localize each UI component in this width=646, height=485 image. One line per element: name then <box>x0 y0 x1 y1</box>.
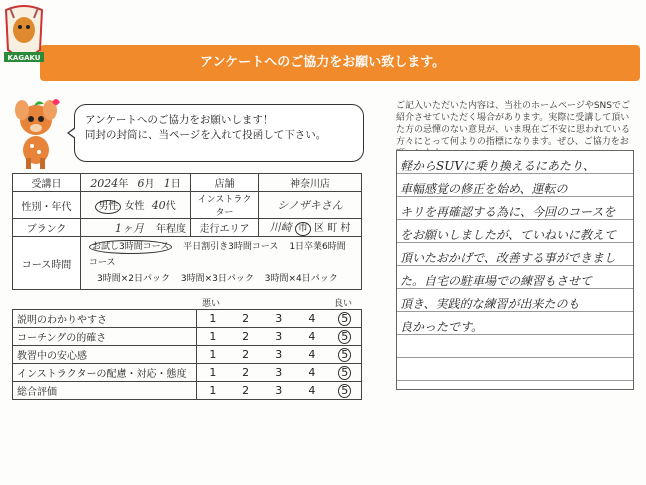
rating-value: 3 <box>275 384 283 397</box>
rating-value: 5 <box>338 384 351 398</box>
blank-label: ブランク <box>13 219 81 237</box>
bad-label: 悪い <box>202 299 221 309</box>
rating-value: 3 <box>275 366 283 379</box>
area-town-option[interactable]: 町 <box>327 223 338 234</box>
rating-option[interactable] <box>295 310 328 328</box>
rating-option[interactable] <box>295 346 328 364</box>
rating-option[interactable] <box>196 364 229 382</box>
rating-value: 2 <box>242 366 250 379</box>
rating-value: 3 <box>275 330 283 343</box>
rating-value: 1 <box>209 366 217 379</box>
rating-value: 3 <box>275 312 283 325</box>
rating-option[interactable] <box>328 382 361 400</box>
gender-age-field[interactable]: 男性 女性 40代 <box>81 192 191 219</box>
date-label: 受講日 <box>13 174 81 192</box>
rating-option[interactable] <box>262 346 295 364</box>
instructor-value[interactable]: シノザキさん <box>259 192 362 219</box>
comment-line: キリを再確認する為に、今回のコースを <box>400 205 616 219</box>
rating-value: 1 <box>209 384 217 397</box>
area-city-option[interactable]: 市 <box>295 222 311 236</box>
rating-option[interactable] <box>196 382 229 400</box>
deer-mascot-icon <box>8 92 68 170</box>
rating-option[interactable] <box>328 328 361 346</box>
rating-option[interactable] <box>196 310 229 328</box>
rating-option[interactable] <box>262 364 295 382</box>
course-label: コース時間 <box>13 237 81 290</box>
rating-question: 教習中の安心感 <box>13 346 197 364</box>
rating-value: 4 <box>308 330 316 343</box>
comment-line: 車幅感覚の修正を始め、運転の <box>400 182 568 196</box>
blank-value: 1ヶ月 <box>115 221 144 235</box>
rating-value: 5 <box>338 312 351 326</box>
course-option[interactable]: 平日割引き3時間コース <box>183 242 279 252</box>
good-label: 良い <box>334 299 353 309</box>
rating-option[interactable] <box>328 364 361 382</box>
course-option[interactable]: 1日卒業6時間コース <box>89 242 346 268</box>
rating-value: 4 <box>308 348 316 361</box>
comment-line: 頂いたおかげで、改善する事ができまし <box>400 251 616 265</box>
comment-line: 良かったです。 <box>400 320 484 334</box>
rating-option[interactable] <box>262 382 295 400</box>
area-field[interactable] <box>259 219 362 237</box>
rating-option[interactable] <box>262 310 295 328</box>
rating-value: 1 <box>209 348 217 361</box>
rating-question: インストラクターの配慮・対応・態度 <box>13 364 197 382</box>
rating-option[interactable] <box>229 382 262 400</box>
gender-age-label: 性別・年代 <box>13 192 81 219</box>
rating-row <box>13 328 362 346</box>
area-label: 走行エリア <box>191 219 259 237</box>
rating-row <box>13 310 362 328</box>
notice-text: ご記入いただいた内容は、当社のホームページやSNSでご紹介させていただく場合があります。実際に受講して頂いた方の忌憚のない意見が、いま現在ご不安に思われている方々にとって何よりの指標になります。ぜひ、ご協力をお <box>396 101 631 147</box>
rating-question: 総合評価 <box>13 382 197 400</box>
course-option[interactable]: 3時間×4日パック <box>264 274 338 284</box>
rating-value: 2 <box>242 330 250 343</box>
rating-value: 4 <box>308 312 316 325</box>
rating-row <box>13 346 362 364</box>
rating-value: 1 <box>209 312 217 325</box>
age-value: 40 <box>151 198 166 212</box>
instruction-bubble <box>74 104 364 162</box>
area-village-option[interactable]: 村 <box>340 223 351 234</box>
rating-option[interactable] <box>196 346 229 364</box>
rating-option[interactable] <box>229 328 262 346</box>
rating-option[interactable] <box>229 346 262 364</box>
rating-option[interactable] <box>328 310 361 328</box>
rating-value: 4 <box>308 366 316 379</box>
rating-value: 2 <box>242 384 250 397</box>
store-value: 神奈川店 <box>259 174 362 192</box>
rating-option[interactable] <box>328 346 361 364</box>
area-ward-option[interactable]: 区 <box>314 223 324 234</box>
rating-value: 5 <box>338 366 351 380</box>
comment-line: た。自宅の駐車場での練習もさせて <box>400 274 593 288</box>
rating-value: 4 <box>308 384 316 397</box>
store-label: 店舗 <box>191 174 259 192</box>
rating-option[interactable] <box>295 328 328 346</box>
instruction-line-2: 同封の封筒に、当ページを入れて投函して下さい。 <box>85 129 327 141</box>
rating-value: 2 <box>242 312 250 325</box>
blank-field[interactable]: 1ヶ月 年程度 <box>81 219 191 237</box>
instruction-line-1: アンケートへのご協力をお願いします！ <box>85 114 274 126</box>
instructor-label: インストラクター <box>191 192 259 219</box>
course-option[interactable]: 3時間×3日パック <box>180 274 254 284</box>
rating-question: コーチングの的確さ <box>13 328 197 346</box>
ratings-table <box>12 309 362 400</box>
comment-line: 頂き、実践的な練習が出来たのも <box>400 297 580 311</box>
rating-option[interactable] <box>229 310 262 328</box>
rating-row <box>13 382 362 400</box>
svg-text:KAGAKU: KAGAKU <box>7 54 41 62</box>
title-banner: アンケートへのご協力をお願い致します。 <box>40 45 640 81</box>
rating-value: 3 <box>275 348 283 361</box>
rating-option[interactable] <box>229 364 262 382</box>
comment-line: 軽からSUVに乗り換えるにあたり、 <box>400 159 596 173</box>
rating-value: 2 <box>242 348 250 361</box>
rating-value: 1 <box>209 330 217 343</box>
female-option[interactable]: 女性 <box>124 200 145 212</box>
rating-option[interactable] <box>262 328 295 346</box>
course-option[interactable]: 3時間×2日パック <box>97 274 170 284</box>
rating-value: 5 <box>338 348 351 362</box>
course-options <box>81 237 362 290</box>
male-option[interactable]: 男性 <box>95 200 121 214</box>
rating-value: 5 <box>338 330 351 344</box>
rating-option[interactable] <box>196 328 229 346</box>
rating-option[interactable] <box>295 382 328 400</box>
rating-row <box>13 364 362 382</box>
rating-option[interactable] <box>295 364 328 382</box>
comment-line: をお願いしましたが、ていねいに教えて <box>400 228 617 242</box>
rating-question: 説明のわかりやすさ <box>13 310 197 328</box>
deer-logo-icon <box>0 0 48 80</box>
course-option[interactable]: お試し3時間コース <box>89 240 172 254</box>
date-field[interactable]: 2024年 6月 1日 <box>81 174 191 192</box>
comment-text <box>400 155 632 339</box>
info-table <box>12 173 362 290</box>
area-value: 川崎 <box>269 221 292 234</box>
